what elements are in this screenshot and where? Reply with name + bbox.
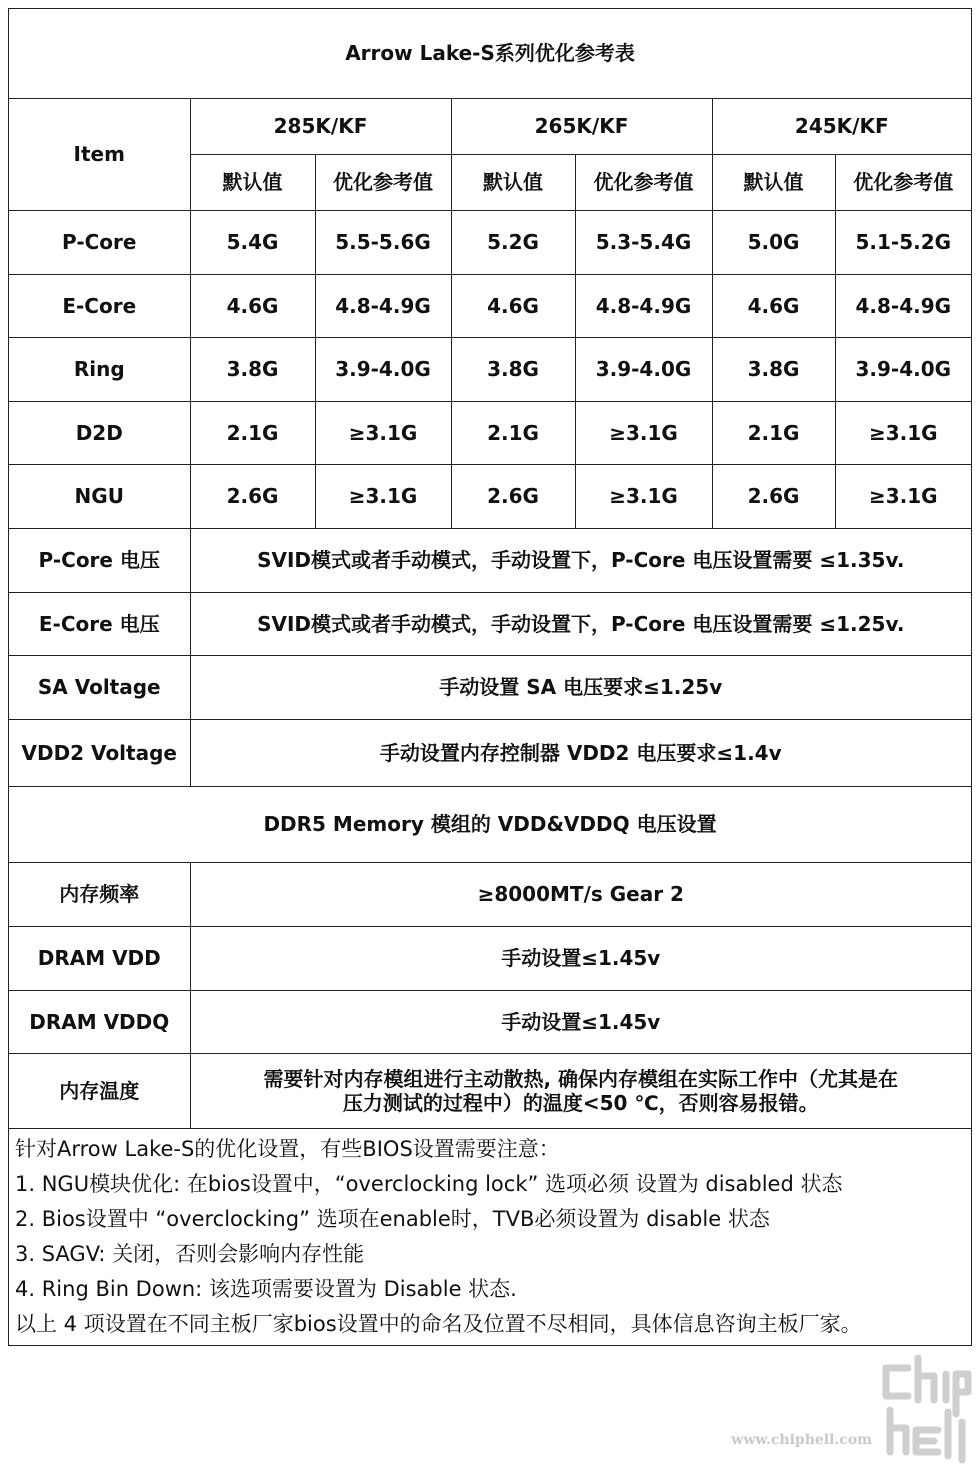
table-row-sa-voltage xyxy=(9,655,971,719)
table-cell: SVID模式或者手动模式，手动设置下，P-Core 电压设置需要 ≤1.35v. xyxy=(190,528,971,592)
row-label: P-Core 电压 xyxy=(9,528,190,592)
row-label: E-Core 电压 xyxy=(9,592,190,655)
item-header: Item xyxy=(9,98,190,210)
table-cell: 3.8G xyxy=(190,337,315,401)
bios-notes xyxy=(9,1126,971,1342)
optimized-value-header: 优化参考值 xyxy=(315,154,451,210)
table-cell: 3.9-4.0G xyxy=(575,337,712,401)
table-cell: 3.9-4.0G xyxy=(315,337,451,401)
table-cell: ≥3.1G xyxy=(575,464,712,528)
memory-section-title: DDR5 Memory 模组的 VDD&VDDQ 电压设置 xyxy=(9,786,971,862)
table-cell: ≥3.1G xyxy=(835,401,971,464)
table-cell: 2.6G xyxy=(451,464,575,528)
table-row-p-core xyxy=(9,210,971,274)
model-header-265k: 265K/KF xyxy=(451,98,712,154)
notes-intro: 针对Arrow Lake-S的优化设置，有些BIOS设置需要注意： xyxy=(15,1137,560,1161)
optimized-value-header: 优化参考值 xyxy=(835,154,971,210)
table-row-d2d xyxy=(9,401,971,464)
table-row-dram-vddq xyxy=(9,990,971,1053)
table-cell: 手动设置内存控制器 VDD2 电压要求≤1.4v xyxy=(190,719,971,786)
table-cell: 4.8-4.9G xyxy=(315,274,451,337)
table-row-e-core-voltage xyxy=(9,592,971,655)
table-cell: 3.9-4.0G xyxy=(835,337,971,401)
note-item: 4. Ring Bin Down: 该选项需要设置为 Disable 状态. xyxy=(15,1277,517,1301)
table-cell: 2.6G xyxy=(190,464,315,528)
row-label: E-Core xyxy=(9,274,190,337)
table-cell: ≥3.1G xyxy=(575,401,712,464)
table-cell: 4.6G xyxy=(190,274,315,337)
table-cell: 4.6G xyxy=(451,274,575,337)
table-cell: 4.6G xyxy=(712,274,835,337)
table-cell: 2.6G xyxy=(712,464,835,528)
table-cell: 5.2G xyxy=(451,210,575,274)
note-item: 1. NGU模块优化: 在bios设置中，“overclocking lock” 选项必须 设置为 disabled 状态 xyxy=(15,1172,843,1196)
default-value-header: 默认值 xyxy=(190,154,315,210)
row-label: P-Core xyxy=(9,210,190,274)
row-label: DRAM VDDQ xyxy=(9,990,190,1053)
row-label: VDD2 Voltage xyxy=(9,719,190,786)
note-item: 2. Bios设置中 “overclocking” 选项在enable时，TVB必须设置为 disable 状态 xyxy=(15,1207,770,1231)
table-cell: 5.1-5.2G xyxy=(835,210,971,274)
table-cell xyxy=(190,1053,971,1128)
row-label: D2D xyxy=(9,401,190,464)
model-header-285k: 285K/KF xyxy=(190,98,451,154)
table-cell: ≥8000MT/s Gear 2 xyxy=(190,862,971,926)
reference-table xyxy=(9,9,971,1129)
model-header-245k: 245K/KF xyxy=(712,98,971,154)
table-cell: 3.8G xyxy=(712,337,835,401)
table-row-p-core-voltage xyxy=(9,528,971,592)
table-cell: SVID模式或者手动模式，手动设置下，P-Core 电压设置需要 ≤1.25v. xyxy=(190,592,971,655)
note-item: 3. SAGV: 关闭，否则会影响内存性能 xyxy=(15,1242,365,1266)
table-title: Arrow Lake-S系列优化参考表 xyxy=(9,9,971,98)
table-row-memory-temperature xyxy=(9,1053,971,1128)
watermark-url: www.chiphell.com xyxy=(731,1432,872,1448)
table-cell: 4.8-4.9G xyxy=(575,274,712,337)
table-cell: ≥3.1G xyxy=(835,464,971,528)
table-cell: ≥3.1G xyxy=(315,401,451,464)
table-cell: 4.8-4.9G xyxy=(835,274,971,337)
default-value-header: 默认值 xyxy=(712,154,835,210)
row-label: Ring xyxy=(9,337,190,401)
table-cell: 2.1G xyxy=(712,401,835,464)
row-label: SA Voltage xyxy=(9,655,190,719)
row-label: DRAM VDD xyxy=(9,926,190,990)
table-row-vdd2-voltage xyxy=(9,719,971,786)
table-cell: 手动设置≤1.45v xyxy=(190,926,971,990)
table-cell: 手动设置≤1.45v xyxy=(190,990,971,1053)
table-cell: 5.5-5.6G xyxy=(315,210,451,274)
row-label: 内存温度 xyxy=(9,1053,190,1128)
table-cell: 3.8G xyxy=(451,337,575,401)
row-label: NGU xyxy=(9,464,190,528)
table-cell: ≥3.1G xyxy=(315,464,451,528)
table-cell: 5.3-5.4G xyxy=(575,210,712,274)
chiphell-watermark xyxy=(731,1352,972,1464)
table-cell: 5.4G xyxy=(190,210,315,274)
table-cell: 手动设置 SA 电压要求≤1.25v xyxy=(190,655,971,719)
optimized-value-header: 优化参考值 xyxy=(575,154,712,210)
table-row-memory-frequency xyxy=(9,862,971,926)
temperature-line-1: 需要针对内存模组进行主动散热, 确保内存模组在实际工作中（尤其是在 xyxy=(263,1066,899,1091)
row-label: 内存频率 xyxy=(9,862,190,926)
table-cell: 5.0G xyxy=(712,210,835,274)
default-value-header: 默认值 xyxy=(451,154,575,210)
table-cell: 2.1G xyxy=(190,401,315,464)
table-cell: 2.1G xyxy=(451,401,575,464)
optimization-reference-sheet xyxy=(8,8,972,1346)
table-row-ngu xyxy=(9,464,971,528)
notes-footer: 以上 4 项设置在不同主板厂家bios设置中的命名及位置不尽相同，具体信息咨询主板厂家。 xyxy=(15,1312,862,1336)
table-row-dram-vdd xyxy=(9,926,971,990)
table-row-e-core xyxy=(9,274,971,337)
table-row-ring xyxy=(9,337,971,401)
temperature-line-2: 压力测试的过程中）的温度<50 ℃，否则容易报错。 xyxy=(342,1090,819,1115)
